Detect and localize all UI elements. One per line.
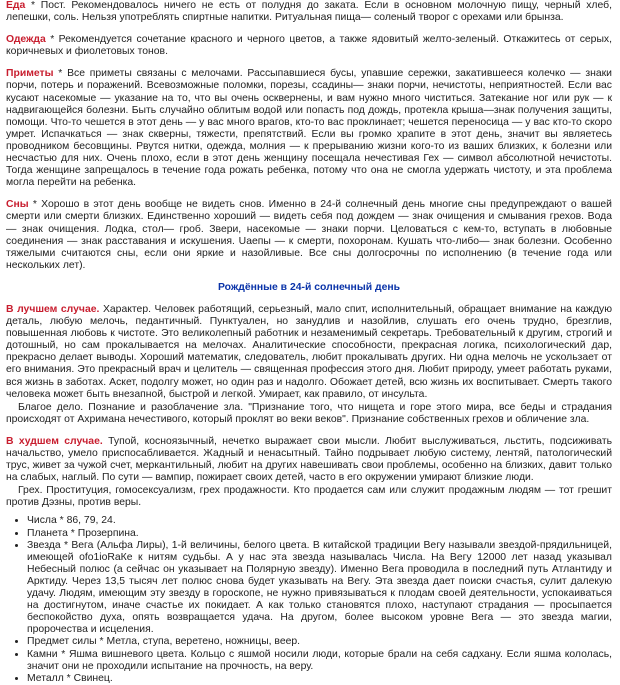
section-primety-text: * Все приметы связаны с мелочами. Рассыпавшиеся бусы, упавшие сережки, закатившееся колечко — знаки порчи, потерь и поражений. Всевозможные поломки, порезы, ссадины— знаки порчи, нечистоты, неприятностей. Если вас кусают насекомые — указание на то, что вы очень осквернены, и вам нужно много чиститься. Затекание ног или рук — к надвигающейся болезни. Быть случайно облитым водой или попасть под дождь, протекла крыша—знак получения защиты, помощи. Что-то чешется в этот день — у вас много врагов, кто-то вас проклинает; чешется переносица — у вас кто-то скоро умрет. Испачкаться — знак скверны, тяжести, препятствий. Если вы громко храпите в этот день, значит вы являетесь проводником бесовщины. Рвутся нитки, одежда, молния — к прерыванию жизни кого-то из ваших близких, к болезни или несчастью для них. Очень плохо, если в этот день женщину посещала нечестивая Гех — символ абсолютной нечистоты. Тогда женщине запрещалось в течение года рожать ребенка, потому что она не смогла удержать чистоту, и эта проблема могла перейти на ребенка. (6, 68, 612, 189)
list-item (27, 528, 612, 540)
section-eda-text: * Пост. Рекомендовалось ничего не есть от полудня до заката. Если в основном молочную пищу, черный хлеб, лепешки, соль. Нельзя употреблять спиртные напитки. Ритуальная пища— соленый творог с орехами или брынза. (6, 0, 612, 24)
list-item-label: Планета (27, 527, 68, 539)
born-title: Рождённые в 24-й солнечный день (217, 281, 401, 293)
section-odezhda (6, 34, 612, 58)
list-item-text: * Свинец. (63, 672, 113, 684)
best-case (6, 304, 612, 401)
list-item (27, 649, 612, 673)
best-case-text: Характер. Человек работящий, серьезный, мало спит, исполнительный, обращает внимание на каждую деталь, любую мелочь, педантичный. Пунктуален, но занудлив и назойлив, слушать его очень трудно, брезглив, повышенная любовь к чистоте. Это великолепный работник и незаменимый секретарь. Требовательный к другим, строгий и дотошный, но сам прокалывается на мелочах. Аналитические способности, прекрасная логика, психологический дар, прекрасно делает выводы. Хороший математик, следователь, любит прокалывать других. Ни одна мелочь не ускользает от его внимания. Это прекрасный врач и целитель — священная профессия этого дня. Любит природу, умеет работать руками, вся жизнь в заботах. Аскет, подолгу может, но один раз и надолго. Обожает детей, всю жизнь их воспитывает. Смерть такого человека может быть внезапной, быстрой и легкой. Умирает, как правило, от инсульта. (6, 303, 612, 400)
section-sny-text: * Хорошо в этот день вообще не видеть снов. Именно в 24-й солнечный день многие сны предупреждают о вашей смерти или смерти близких. Единственно хороший — видеть себя под дождем — знак очищения и смывания грехов. Вода — знак очищения. Лодка, стол— гроб. Звери, насекомые — знаки порчи. Целоваться с кем-то, вступать в любовные соединения — знак расставания и искушения. Uаепы — к смерти, похоронам. Кушать что-либо— знак болезни. Особенно тяжелыми считаются сны, если они яркие и назойливые. Все сны долгосрочны по исполнению (в течение года или нескольких лет). (6, 199, 612, 271)
list-item-text: * Прозерпина. (67, 527, 139, 539)
list-item-label: Предмет силы (27, 636, 97, 648)
worst-case-text: Тупой, косноязычный, нечетко выражает свои мысли. Любит выслуживаться, льстить, подсиживать начальство, умело приспосабливается. Жадный и ненасытный. Тайно подрывает любую систему, лентяй, патологический трус, живет за чужой счет, меркантильный, любит на других навешивать свои проблемы, особенно на близких, давит только на слабых, наглый. По сути — вампир, пожирает своих детей, часто в его окружении умирают близкие люди. (6, 435, 612, 484)
section-eda (6, 0, 612, 24)
best-case-title: В лучшем случае. (6, 303, 100, 315)
list-item-label: Камни (27, 648, 58, 660)
section-eda-title: Еда (6, 0, 26, 11)
section-odezhda-title: Одежда (6, 34, 46, 46)
list-item-text: * 86, 79, 24. (56, 515, 116, 527)
section-sny-title: Сны (6, 199, 29, 211)
best-case-good-deed: Благое дело. Познание и разоблачение зла. "Признание того, что нищета и горе этого мира, все беды и страдания происходят от Ахримана нечестивого, который проклят во веки веков". Признание собственных грехов и обличение зла. (6, 401, 612, 425)
list-item (27, 540, 612, 637)
list-item (27, 636, 612, 648)
attributes-list (6, 515, 612, 684)
worst-case-title: В худшем случае. (6, 435, 103, 447)
list-item-label: Числа (27, 515, 57, 527)
section-primety (6, 68, 612, 189)
section-primety-title: Приметы (6, 68, 54, 80)
worst-case (6, 436, 612, 484)
section-odezhda-text: * Рекомендуется сочетание красного и черного цветов, а также ядовитый желто-зеленый. Откажитесь от серых, коричневых и фиолетовых тонов. (6, 34, 612, 58)
list-item-label: Металл (27, 672, 64, 684)
list-item-text: * Яшма вишневого цвета. Кольцо с яшмой носили люди, которые брали на себя садханy. Если яшма кололась, значит они не проходили испытание на прочность, на веру. (27, 648, 612, 672)
list-item-label: Звезда (27, 539, 61, 551)
worst-case-sin: Грех. Проституция, гомосексуализм, грех продажности. Кто продается сам или служит продажным людям — тот грешит против Дэзны, против веры. (6, 485, 612, 509)
section-sny (6, 199, 612, 272)
list-item (27, 515, 612, 527)
list-item-text: * Метла, ступа, веретено, ножницы, веер. (96, 636, 301, 648)
list-item-text: * Вега (Альфа Лиры), 1-й величины, белого цвета. В китайской традиции Вегу называли звездой-прядильницей, имеющей ofo1ioRaКе к нитям судьбы. А у нас эта звезда называлась Числа. На Вегу 12000 лет назад указывал Небесный полюс (а сейчас он указывает на Полярную звезду). Именно Вега проводила в последний путь Атлантиду и Арктиду. Через 13,5 тысяч лет полюс снова будет указывать на Вегу. Эта звезда дает поиски счастья, сулит далекую удачу. Людям, имеющим эту звезду в гороскопе, не нужно привязываться к плодам своей деятельности, успокаиваться на достигнутом, иначе счастье их покидает. А как только становятся плохо, наступают страдания — просыпается беспокойство духа, опять возвращается удача. На другом, более высоком уровне Вега — это звезда магии, пророчества и исцеления. (27, 539, 612, 636)
list-item (27, 673, 612, 685)
